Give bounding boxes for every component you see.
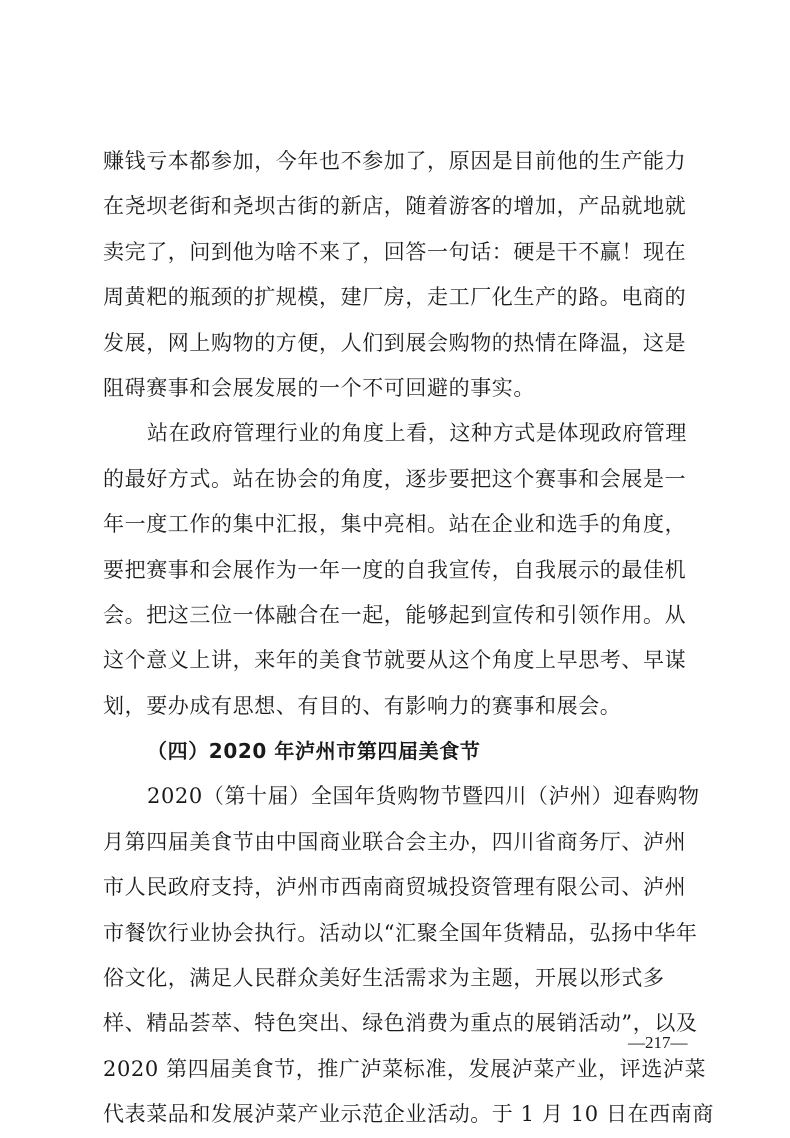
text-line: 的最好方式。站在协会的角度，逐步要把这个赛事和会展是一: [103, 466, 687, 491]
body-text: [103, 139, 713, 1138]
text-line: 卖完了，问到他为啥不来了，回答一句话：硬是干不赢！现在: [103, 239, 687, 264]
paragraph-start-line: 站在政府管理行业的角度上看，这种方式是体现政府管理: [147, 421, 687, 446]
text-line: 这个意义上讲，来年的美食节就要从这个角度上早思考、早谋: [103, 648, 687, 673]
text-line: 市餐饮行业协会执行。活动以“汇聚全国年货精品，弘扬中华年: [103, 920, 698, 945]
text-line: 样、精品荟萃、特色突出、绿色消费为重点的展销活动”，以及: [103, 1011, 698, 1036]
text-line: 年一度工作的集中汇报，集中亮相。站在企业和选手的角度，: [103, 512, 687, 537]
text-line: 在尧坝老街和尧坝古街的新店，随着游客的增加，产品就地就: [103, 194, 687, 219]
text-line: 会。把这三位一体融合在一起，能够起到宣传和引领作用。从: [103, 602, 687, 627]
section-heading: （四）2020 年泸州市第四届美食节: [147, 739, 481, 764]
text-line: 周黄粑的瓶颈的扩规模，建厂房，走工厂化生产的路。电商的: [103, 285, 687, 310]
text-line: 月第四届美食节由中国商业联合会主办，四川省商务厅、泸州: [103, 829, 687, 854]
text-line: 赚钱亏本都参加，今年也不参加了，原因是目前他的生产能力: [103, 149, 687, 173]
page-number: —217—: [628, 1033, 688, 1052]
text-line: 划，要办成有思想、有目的、有影响力的赛事和展会。: [103, 693, 622, 718]
text-line: 发展，网上购物的方便，人们到展会购物的热情在降温，这是: [103, 330, 687, 355]
text-line: 市人民政府支持，泸州市西南商贸城投资管理有限公司、泸州: [103, 875, 687, 900]
text-line: 俗文化，满足人民群众美好生活需求为主题，开展以形式多: [103, 966, 665, 991]
text-line: 阻碍赛事和会展发展的一个不可回避的事实。: [103, 375, 535, 400]
paragraph-start-line: 2020（第十届）全国年货购物节暨四川（泸州）迎春购物: [147, 784, 700, 809]
text-line: 2020 第四届美食节，推广泸菜标准，发展泸菜产业，评选泸菜: [103, 1056, 707, 1081]
text-line: 代表菜品和发展泸菜产业示范企业活动。于 1 月 10 日在西南商: [103, 1102, 714, 1127]
text-line: 要把赛事和会展作为一年一度的自我宣传，自我展示的最佳机: [103, 557, 687, 582]
